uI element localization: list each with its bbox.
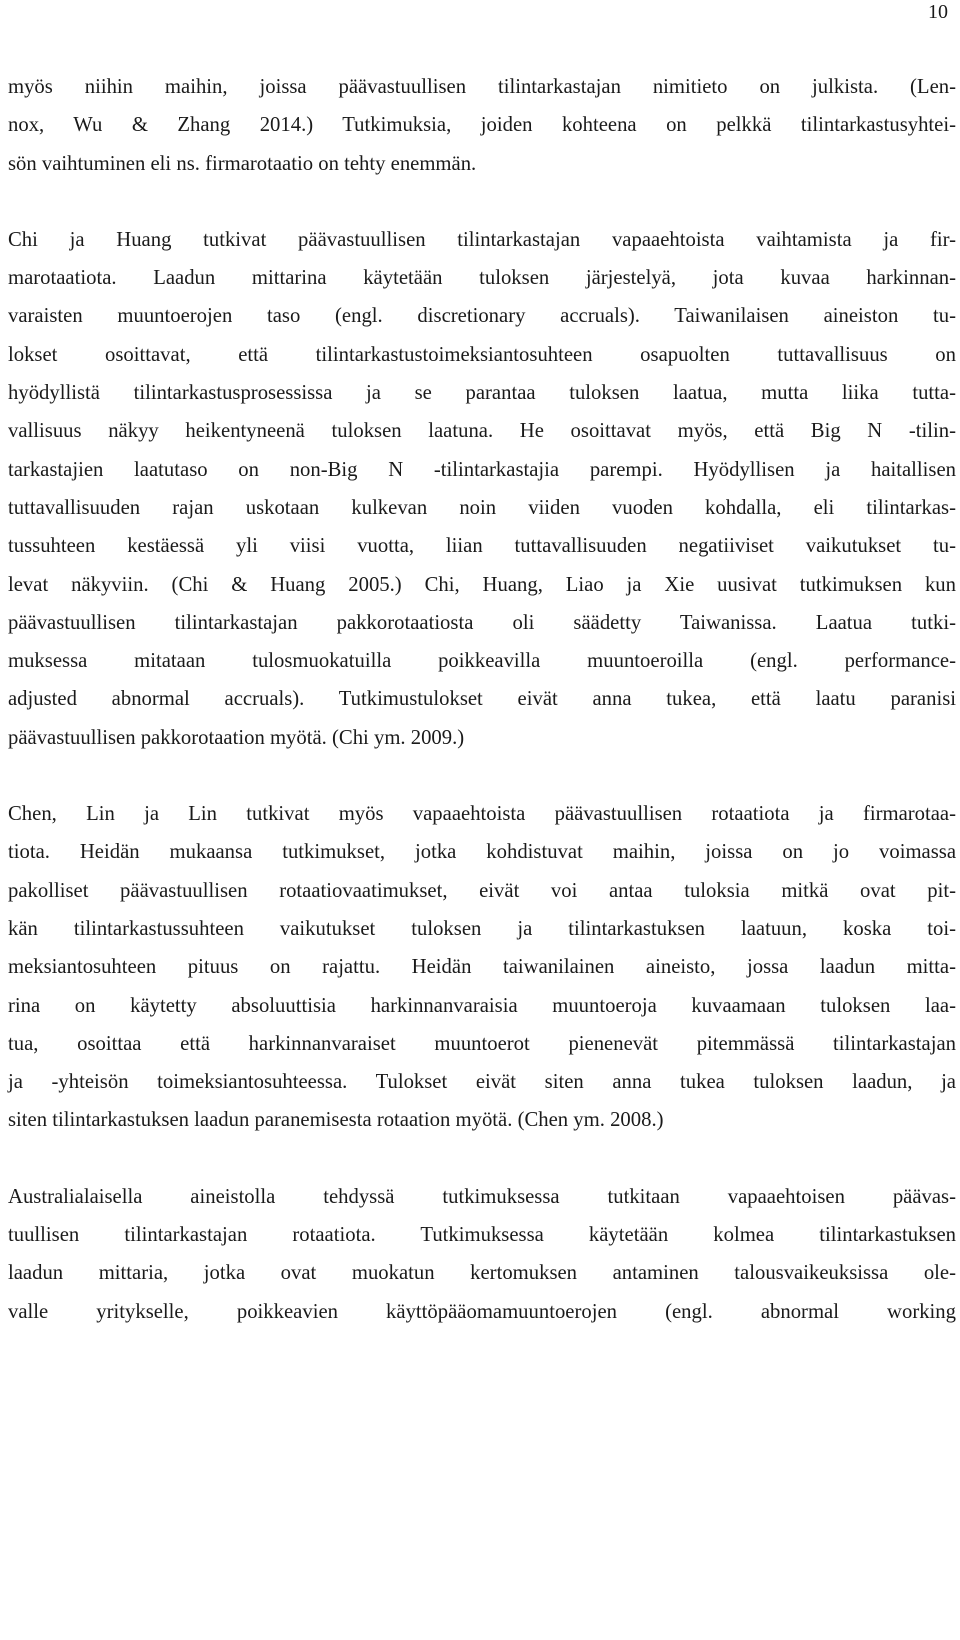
text-line: levat näkyviin. (Chi & Huang 2005.) Chi, Huang, Liao ja Xie uusivat tutkimuksen kun	[8, 573, 956, 596]
text-line: päävastuullisen tilintarkastajan pakkorotaatiosta oli säädetty Taiwanissa. Laatua tutki-	[8, 611, 956, 634]
text-line: nox, Wu & Zhang 2014.) Tutkimuksia, joiden kohteena on pelkkä tilintarkastusyhtei-	[8, 114, 956, 137]
text-line: muksessa mitataan tulosmuokatuilla poikkeavilla muuntoeroilla (engl. performance-	[8, 650, 956, 673]
page-number: 10	[928, 1, 948, 23]
text-line: hyödyllistä tilintarkastusprosessissa ja se parantaa tuloksen laatua, mutta liika tutta-	[8, 382, 956, 405]
text-line: tussuhteen kestäessä yli viisi vuotta, liian tuttavallisuuden negatiiviset vaikutukset tu-	[8, 535, 956, 558]
paragraph-2	[8, 221, 956, 757]
paragraph-gap	[8, 1140, 956, 1178]
text-line: päävastuullisen pakkorotaation myötä. (Chi ym. 2009.)	[8, 726, 465, 749]
text-line: vallisuus näkyy heikentyneenä tuloksen laatuna. He osoittavat myös, että Big N -tilin-	[8, 420, 956, 443]
text-line: tuttavallisuuden rajan uskotaan kulkevan noin viiden vuoden kohdalla, eli tilintarkas-	[8, 496, 956, 519]
text-line: pakolliset päävastuullisen rotaatiovaatimukset, eivät voi antaa tuloksia mitkä ovat pit-	[8, 879, 956, 902]
text-line: kän tilintarkastussuhteen vaikutukset tuloksen ja tilintarkastuksen laatuun, koska toi-	[8, 917, 956, 940]
paragraph-3	[8, 795, 956, 1140]
text-line: Chi ja Huang tutkivat päävastuullisen tilintarkastajan vapaaehtoista vaihtamista ja fir-	[8, 228, 956, 251]
paragraph-1	[8, 68, 956, 183]
text-line: sön vaihtuminen eli ns. firmarotaatio on tehty enemmän.	[8, 152, 477, 175]
text-line: lokset osoittavat, että tilintarkastustoimeksiantosuhteen osapuolten tuttavallisuus on	[8, 343, 956, 366]
text-line: tarkastajien laatutaso on non-Big N -tilintarkastajia parempi. Hyödyllisen ja haitallisen	[8, 458, 956, 481]
text-line: Chen, Lin ja Lin tutkivat myös vapaaehtoista päävastuullisen rotaatiota ja firmarotaa-	[8, 803, 956, 826]
text-line: adjusted abnormal accruals). Tutkimustulokset eivät anna tukea, että laatu paranisi	[8, 688, 956, 711]
text-line: tiota. Heidän mukaansa tutkimukset, jotka kohdistuvat maihin, joissa on jo voimassa	[8, 841, 956, 864]
paragraph-4	[8, 1178, 956, 1331]
text-line: varaisten muuntoerojen taso (engl. discretionary accruals). Taiwanilaisen aineiston tu-	[8, 305, 956, 328]
text-line: laadun mittaria, jotka ovat muokatun kertomuksen antaminen talousvaikeuksissa ole-	[8, 1262, 956, 1285]
text-line: rina on käytetty absoluuttisia harkinnanvaraisia muuntoeroja kuvaamaan tuloksen laa-	[8, 994, 956, 1017]
text-line: siten tilintarkastuksen laadun paranemisesta rotaation myötä. (Chen ym. 2008.)	[8, 1109, 664, 1132]
paragraph-gap	[8, 757, 956, 795]
paragraph-gap	[8, 183, 956, 221]
text-line: meksiantosuhteen pituus on rajattu. Heidän taiwanilainen aineisto, jossa laadun mitta-	[8, 956, 956, 979]
text-line: valle yritykselle, poikkeavien käyttöpääomamuuntoerojen (engl. abnormal working	[8, 1300, 956, 1323]
text-line: Australialaisella aineistolla tehdyssä tutkimuksessa tutkitaan vapaaehtoisen päävas-	[8, 1185, 956, 1208]
text-line: marotaatiota. Laadun mittarina käytetään tuloksen järjestelyä, jota kuvaa harkinnan-	[8, 267, 956, 290]
document-body	[8, 68, 956, 1331]
text-line: tuullisen tilintarkastajan rotaatiota. Tutkimuksessa käytetään kolmea tilintarkastuksen	[8, 1224, 956, 1247]
text-line: ja -yhteisön toimeksiantosuhteessa. Tulokset eivät siten anna tukea tuloksen laadun, ja	[8, 1071, 956, 1094]
text-line: myös niihin maihin, joissa päävastuullisen tilintarkastajan nimitieto on julkista. (Len-	[8, 76, 956, 98]
text-line: tua, osoittaa että harkinnanvaraiset muuntoerot pienenevät pitemmässä tilintarkastajan	[8, 1032, 956, 1055]
